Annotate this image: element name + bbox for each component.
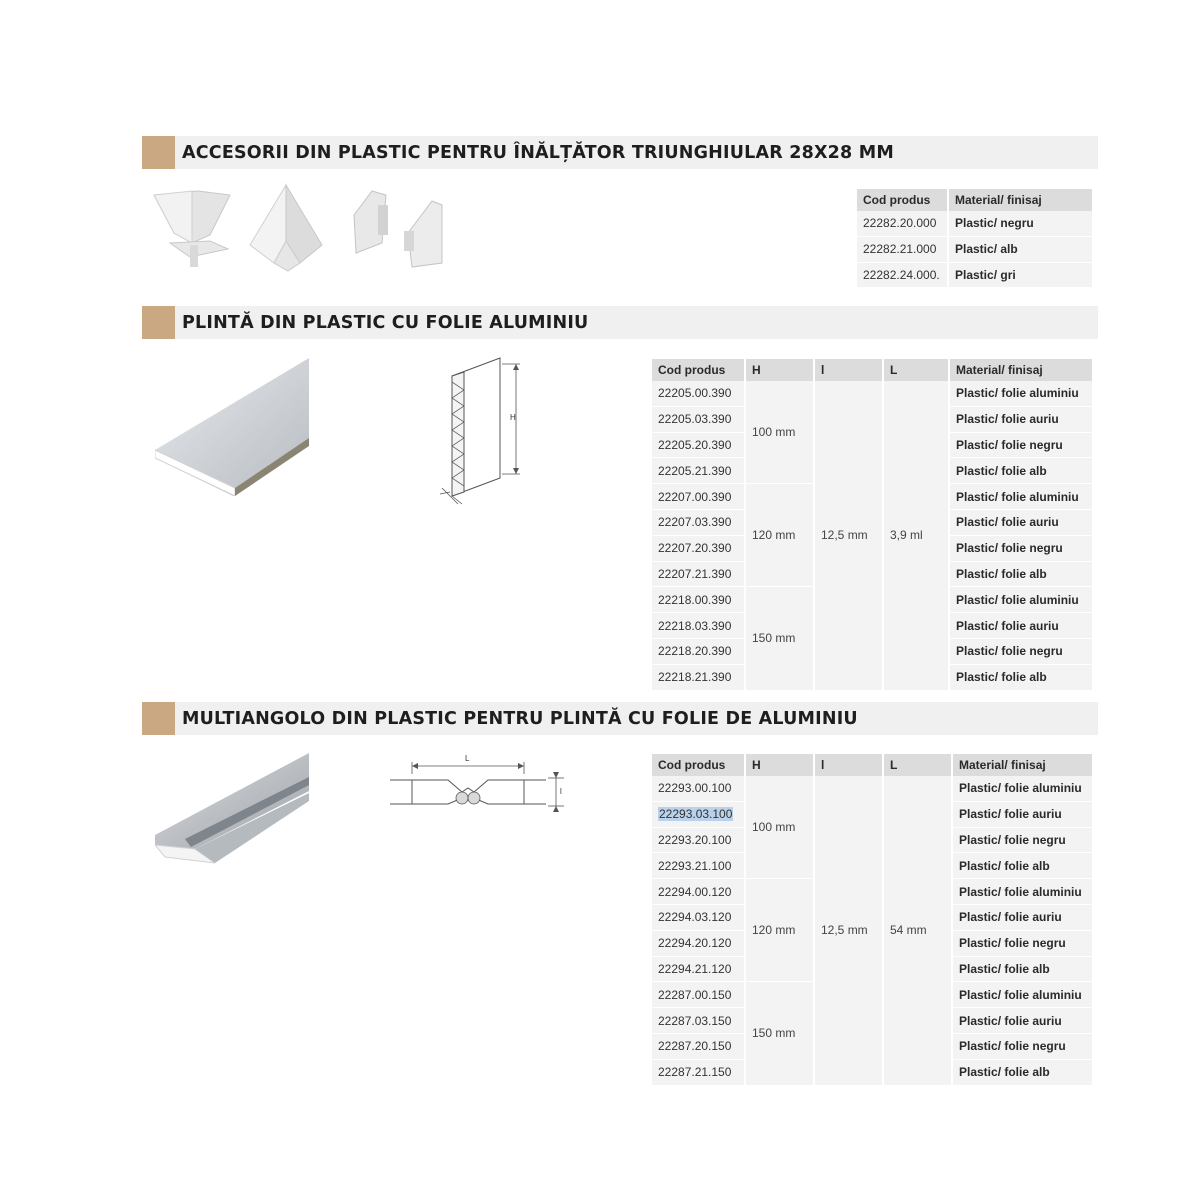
skirting-table [650, 359, 1094, 691]
cell-material: Plastic/ folie auriu [953, 1008, 1092, 1034]
cell-code: 22207.20.390 [652, 536, 744, 562]
multiangle-technical-drawing [388, 752, 568, 814]
table-row [652, 776, 1092, 802]
cell-code: 22294.03.120 [652, 905, 744, 931]
cell-code: 22207.00.390 [652, 484, 744, 510]
cell-material: Plastic/ folie aluminiu [950, 381, 1092, 407]
col-header-l-small: l [815, 754, 882, 776]
cell-h: 100 mm [746, 776, 813, 879]
cell-material: Plastic/ folie alb [950, 458, 1092, 484]
cell-material: Plastic/ gri [949, 263, 1092, 289]
cell-material: Plastic/ folie aluminiu [953, 776, 1092, 802]
cell-material: Plastic/ folie auriu [953, 802, 1092, 828]
skirting-technical-drawing [438, 356, 528, 508]
cell-material: Plastic/ folie negru [953, 931, 1092, 957]
cell-code: 22218.00.390 [652, 587, 744, 613]
cell-h: 150 mm [746, 587, 813, 690]
cell-code: 22287.00.150 [652, 982, 744, 1008]
table-row [652, 381, 1092, 407]
cell-code: 22287.20.150 [652, 1034, 744, 1060]
accessories-product-image [150, 183, 450, 273]
cell-code: 22205.00.390 [652, 381, 744, 407]
col-header-code: Cod produs [652, 359, 744, 381]
table-row [857, 263, 1092, 289]
table-header-row [857, 189, 1092, 211]
cell-material: Plastic/ folie alb [953, 1060, 1092, 1086]
cell-code: 22293.20.100 [652, 828, 744, 854]
col-header-l-large: L [884, 359, 948, 381]
cell-h: 150 mm [746, 982, 813, 1085]
section-header-multiangle [142, 702, 1098, 735]
col-header-material: Material/ finisaj [950, 359, 1092, 381]
cell-code: 22294.20.120 [652, 931, 744, 957]
cell-material: Plastic/ folie negru [950, 639, 1092, 665]
cell-material: Plastic/ alb [949, 237, 1092, 263]
cell-code: 22287.21.150 [652, 1060, 744, 1086]
accessories-table [855, 189, 1094, 288]
table-header-row [652, 359, 1092, 381]
cell-code: 22293.21.100 [652, 853, 744, 879]
cell-material: Plastic/ folie negru [950, 433, 1092, 459]
col-header-code: Cod produs [652, 754, 744, 776]
section-title: PLINTĂ DIN PLASTIC CU FOLIE ALUMINIU [182, 312, 589, 333]
cell-h: 100 mm [746, 381, 813, 484]
cell-h: 120 mm [746, 879, 813, 982]
cell-material: Plastic/ folie alb [953, 853, 1092, 879]
col-header-material: Material/ finisaj [949, 189, 1092, 211]
cell-material: Plastic/ folie auriu [950, 407, 1092, 433]
multiangle-table [650, 754, 1094, 1086]
cell-h: 120 mm [746, 484, 813, 587]
col-header-h: H [746, 359, 813, 381]
cell-material: Plastic/ folie negru [953, 1034, 1092, 1060]
section-header-skirting [142, 306, 1098, 339]
cell-l-large: 54 mm [884, 776, 951, 1086]
cell-material: Plastic/ folie aluminiu [950, 587, 1092, 613]
drawing-label-l-large: L [465, 754, 470, 763]
cell-code: 22294.00.120 [652, 879, 744, 905]
section-swatch [142, 306, 175, 339]
drawing-label-l-small: l [560, 787, 562, 796]
section-header-accessories [142, 136, 1098, 169]
cell-code: 22293.00.100 [652, 776, 744, 802]
cell-l-large: 3,9 ml [884, 381, 948, 691]
cell-material: Plastic/ folie alb [950, 562, 1092, 588]
col-header-h: H [746, 754, 813, 776]
cell-material: Plastic/ folie negru [950, 536, 1092, 562]
table-row [857, 237, 1092, 263]
col-header-code: Cod produs [857, 189, 947, 211]
skirting-product-image [155, 358, 311, 496]
selected-code-text[interactable]: 22293.03.100 [659, 807, 733, 822]
multiangle-product-image [155, 753, 311, 871]
cell-code: 22207.03.390 [652, 510, 744, 536]
cell-material: Plastic/ folie alb [950, 665, 1092, 691]
section-title: ACCESORII DIN PLASTIC PENTRU ÎNĂLȚĂTOR TRIUNGHIULAR 28X28 MM [182, 142, 894, 163]
col-header-l-small: l [815, 359, 882, 381]
cell-code: 22218.03.390 [652, 613, 744, 639]
cell-code: 22205.21.390 [652, 458, 744, 484]
table-row [857, 211, 1092, 237]
section-title: MULTIANGOLO DIN PLASTIC PENTRU PLINTĂ CU FOLIE DE ALUMINIU [182, 708, 858, 729]
cell-code: 22287.03.150 [652, 1008, 744, 1034]
cell-code: 22282.21.000 [857, 237, 947, 263]
cell-code: 22207.21.390 [652, 562, 744, 588]
cell-code: 22294.21.120 [652, 957, 744, 983]
cell-material: Plastic/ folie auriu [953, 905, 1092, 931]
col-header-material: Material/ finisaj [953, 754, 1092, 776]
cell-l-small: 12,5 mm [815, 776, 882, 1086]
cell-code: 22282.20.000 [857, 211, 947, 237]
cell-material: Plastic/ folie aluminiu [953, 982, 1092, 1008]
section-swatch [142, 702, 175, 735]
cell-material: Plastic/ negru [949, 211, 1092, 237]
cell-material: Plastic/ folie auriu [950, 510, 1092, 536]
cell-code: 22205.20.390 [652, 433, 744, 459]
col-header-l-large: L [884, 754, 951, 776]
section-swatch [142, 136, 175, 169]
cell-material: Plastic/ folie aluminiu [953, 879, 1092, 905]
cell-material: Plastic/ folie alb [953, 957, 1092, 983]
drawing-label-h: H [510, 413, 516, 422]
cell-material: Plastic/ folie auriu [950, 613, 1092, 639]
cell-code: 22218.20.390 [652, 639, 744, 665]
cell-material: Plastic/ folie negru [953, 828, 1092, 854]
cell-code[interactable] [652, 802, 744, 828]
cell-l-small: 12,5 mm [815, 381, 882, 691]
cell-code: 22205.03.390 [652, 407, 744, 433]
cell-code: 22282.24.000. [857, 263, 947, 289]
cell-code: 22218.21.390 [652, 665, 744, 691]
cell-material: Plastic/ folie aluminiu [950, 484, 1092, 510]
table-header-row [652, 754, 1092, 776]
